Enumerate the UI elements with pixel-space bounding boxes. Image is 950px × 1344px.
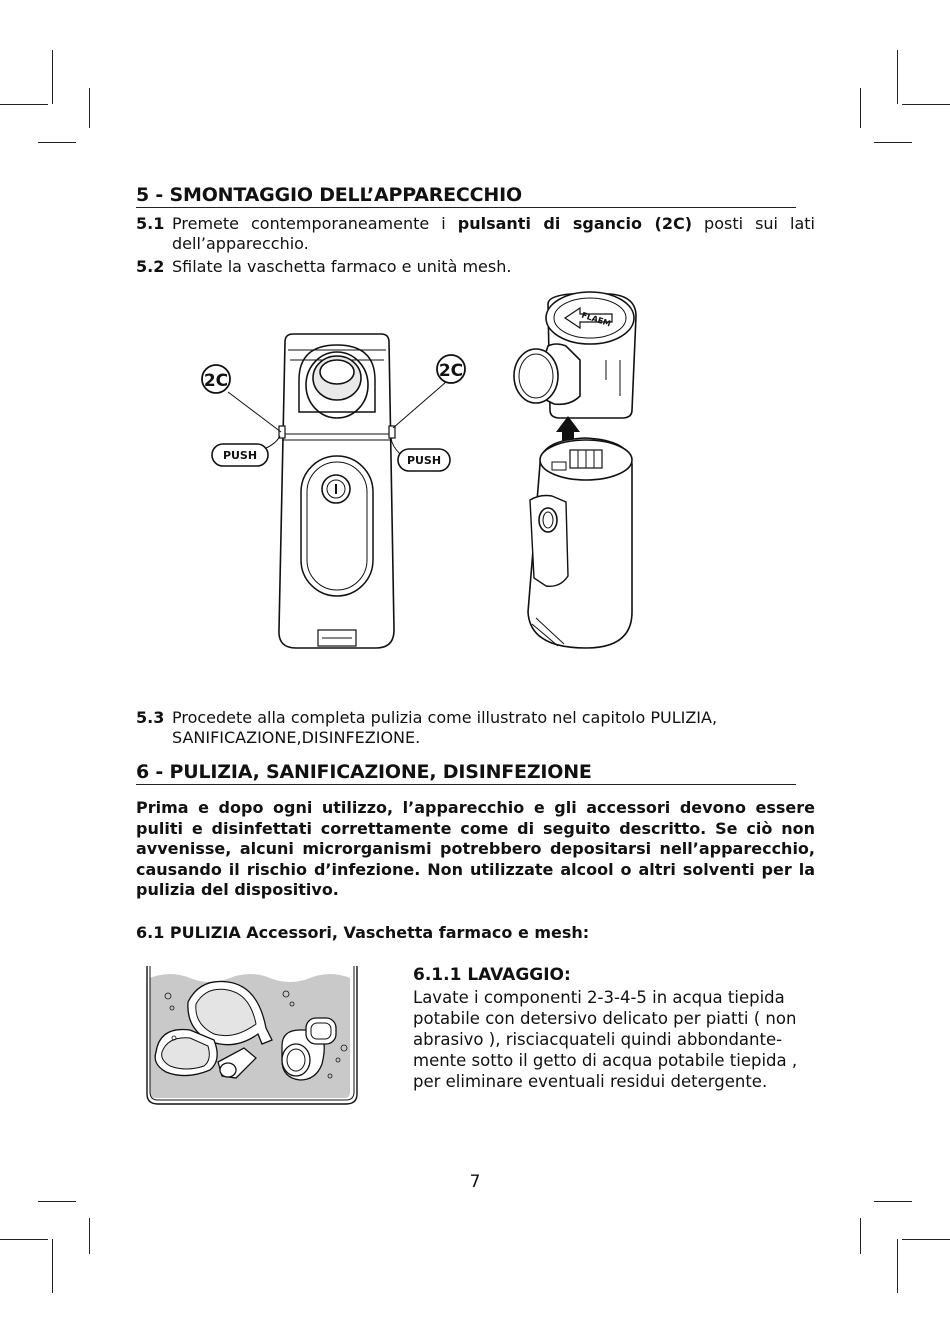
step-5-2-text: Sfilate la vaschetta farmaco e unità mesh. [172, 257, 512, 276]
washing-line-5: per eliminare eventuali residui detergente. [413, 1072, 768, 1091]
step-5-1-text-line2: dell’apparecchio. [172, 234, 309, 253]
page-number: 7 [469, 1172, 481, 1192]
device-logo-text: FLAEM [580, 310, 612, 329]
washing-line-2: potabile con detersivo delicato per piatti ( non [413, 1009, 797, 1028]
washing-basin-illustration [140, 960, 366, 1110]
step-5-3-text-line1: Procedete alla completa pulizia come illustrato nel capitolo PULIZIA, [172, 708, 718, 727]
push-label-right: PUSH [406, 454, 442, 467]
step-5-3-text-line2: SANIFICAZIONE,DISINFEZIONE. [172, 728, 421, 747]
subsection-6-1-1-heading: 6.1.1 LAVAGGIO: [413, 965, 571, 985]
callout-2c-right: 2C [438, 361, 464, 381]
washing-line-1: Lavate i componenti 2-3-4-5 in acqua tiepida [413, 988, 785, 1007]
step-5-1-number: 5.1 [136, 214, 165, 233]
section-6-heading: 6 - PULIZIA, SANIFICAZIONE, DISINFEZIONE [136, 761, 796, 785]
warning-paragraph: Prima e dopo ogni utilizzo, l’apparecchio e gli accessori devono essere puliti e disinfettati correttamente come di seguito descritto. Se ciò non avvenisse, alcuni microrganismi potrebbero depositarsi nell’apparecchio, causando il rischio d’infezione. Non utilizzate alcool o altri solventi per la pulizia del dispositivo. [136, 798, 815, 899]
disassembly-illustration [195, 290, 655, 660]
step-5-1-text: Premete contemporaneamente i pulsanti di sgancio (2C) posti sui lati [172, 214, 816, 233]
section-5-heading: 5 - SMONTAGGIO DELL’APPARECCHIO [136, 184, 796, 208]
subsection-6-1-heading: 6.1 PULIZIA Accessori, Vaschetta farmaco e mesh: [136, 923, 590, 942]
step-5-2-number: 5.2 [136, 257, 165, 276]
callout-2c-left: 2C [203, 371, 229, 391]
step-5-3-number: 5.3 [136, 708, 165, 727]
push-label-left: PUSH [222, 449, 258, 462]
washing-line-4: mente sotto il getto di acqua potabile tiepida , [413, 1051, 798, 1070]
washing-line-3: abrasivo ), risciacquateli quindi abbondante- [413, 1030, 783, 1049]
